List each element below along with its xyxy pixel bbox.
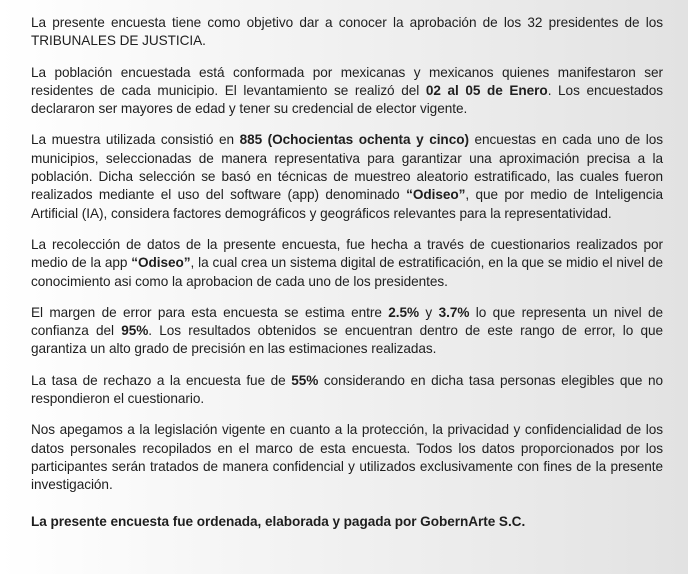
margin-of-error-paragraph — [31, 304, 663, 359]
collection-text-start: La recolección de datos de la presente encuesta, fue hecha a través de cuestionarios realizados por medio de la app — [31, 236, 663, 271]
population-text-start: La población encuestada está conformada por mexicanas y mexicanos quienes manifestaron ser residentes de cada municipio. El levantamiento se realizó del — [31, 64, 663, 98]
privacy-paragraph — [31, 421, 663, 494]
margin-max-value: 3.7% — [438, 304, 470, 320]
margin-text-end: . Los resultados obtenidos se encuentran dentro de este rango de error, lo que garantiza un alto grado de precisión en las estimaciones realizadas. — [31, 323, 664, 357]
margin-min-value: 2.5% — [388, 304, 420, 320]
collection-text-end: , la cual crea un sistema digital de estratificación, en la que se midio el nivel de conocimiento asi como la aprobacion de cada uno de los presidentes. — [31, 255, 663, 289]
methodology-document — [31, 14, 663, 544]
margin-text-start: El margen de error para esta encuesta se estima entre — [31, 304, 389, 320]
sponsor-statement — [31, 513, 663, 531]
confidence-level: 95% — [121, 323, 149, 339]
sample-text-start: La muestra utilizada consistió en — [31, 132, 240, 148]
sample-size: 885 (Ochocientas ochenta y cinco) — [239, 132, 469, 148]
rejection-text-end: considerando en dicha tasa personas elegibles que no respondieron el cuestionario. — [31, 372, 663, 407]
rejection-rate-paragraph — [31, 372, 663, 409]
margin-text-middle: lo que representa un nivel de confianza del — [31, 304, 664, 339]
sample-paragraph — [31, 131, 663, 222]
rejection-rate-value: 55% — [291, 372, 319, 388]
population-paragraph — [31, 64, 663, 119]
sample-text-end: , que por medio de Inteligencia Artificial (IA), considera factores demográficos y geográficos relevantes para la representatividad. — [31, 187, 663, 221]
sample-text-middle: encuestas en cada uno de los municipios, seleccionadas de manera representativa para garantizar una aproximación precisa a la población. Dicha selección se basó en técnicas de muestreo aleatorio estratificado, las cuales fueron realizados mediante el uso del software (app) denominado — [31, 132, 663, 203]
collection-paragraph — [31, 236, 663, 291]
app-name: “Odiseo” — [131, 255, 191, 271]
sponsor-text: La presente encuesta fue ordenada, elaborada y pagada por GobernArte S.C. — [31, 513, 526, 529]
rejection-text-start: La tasa de rechazo a la encuesta fue de — [31, 372, 292, 388]
population-text-end: . Los encuestados declararon ser mayores de edad y tener su credencial de elector vigente. — [31, 82, 663, 117]
survey-dates: 02 al 05 de Enero — [425, 82, 548, 98]
software-name: “Odiseo” — [406, 187, 466, 203]
margin-text-conjunction: y — [419, 304, 439, 320]
objective-text: La presente encuesta tiene como objetivo dar a conocer la aprobación de los 32 presidentes de los TRIBUNALES DE JUSTICIA. — [31, 15, 663, 49]
privacy-text: Nos apegamos a la legislación vigente en cuanto a la protección, la privacidad y confidencialidad de los datos personales recopilados en el marco de esta encuesta. Todos los datos proporcionados por los participantes serán tratados de manera confidencial y utilizados exclusivamente con fines de la presente investigación. — [31, 422, 663, 493]
objective-paragraph — [31, 14, 663, 51]
